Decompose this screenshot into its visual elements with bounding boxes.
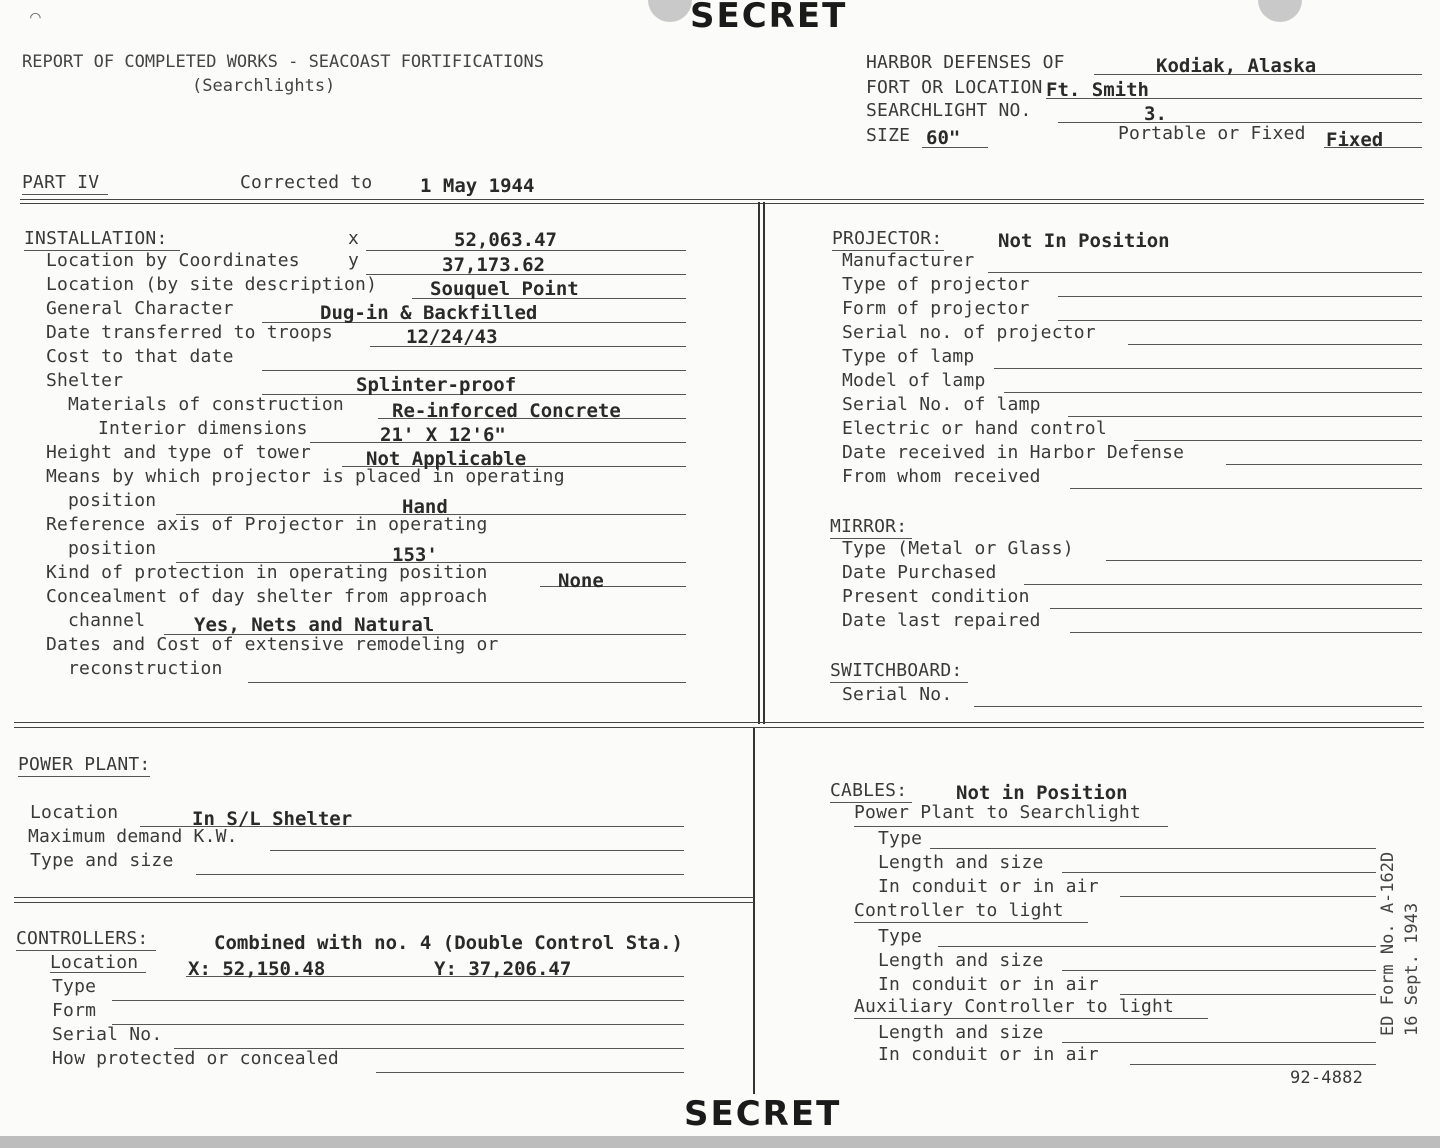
projector-field-form: Form of projector bbox=[842, 298, 1030, 319]
power-type-label: Type and size bbox=[30, 850, 174, 871]
controllers-form-label: Form bbox=[52, 1000, 97, 1021]
cables-power-heading: Power Plant to Searchlight bbox=[854, 802, 1141, 823]
power-plant-heading: POWER PLANT: bbox=[18, 754, 151, 775]
power-location-label: Location bbox=[30, 802, 119, 823]
mirror-heading: MIRROR: bbox=[830, 516, 908, 537]
controllers-location-x: X: 52,150.48 bbox=[188, 958, 326, 980]
report-title: REPORT OF COMPLETED WORKS - SEACOAST FORTIFICATIONS bbox=[22, 52, 544, 72]
corrected-value: 1 May 1944 bbox=[420, 175, 535, 197]
tower-value: Not Applicable bbox=[366, 448, 527, 470]
mirror-field-repaired: Date last repaired bbox=[842, 610, 1041, 631]
concealment-value: Yes, Nets and Natural bbox=[194, 614, 435, 636]
secret-stamp-bottom: SECRET bbox=[684, 1094, 842, 1134]
punch-hole-right bbox=[1258, 0, 1302, 22]
interior-value: 21' X 12'6" bbox=[380, 424, 506, 446]
controllers-note: Combined with no. 4 (Double Control Sta.) bbox=[214, 932, 683, 954]
cables-controller-type: Type bbox=[878, 926, 923, 947]
interior-label: Interior dimensions bbox=[98, 418, 308, 439]
projector-field-lamp-model: Model of lamp bbox=[842, 370, 986, 391]
controllers-serial-label: Serial No. bbox=[52, 1024, 163, 1045]
searchlight-label: SEARCHLIGHT NO. bbox=[866, 100, 1032, 121]
form-number: ED Form No. A-162D bbox=[1378, 851, 1398, 1036]
projector-field-date-received: Date received in Harbor Defense bbox=[842, 442, 1185, 463]
shelter-label: Shelter bbox=[46, 370, 124, 391]
searchlight-value: 3. bbox=[1144, 103, 1167, 125]
y-value: 37,173.62 bbox=[442, 254, 545, 276]
cables-controller-conduit: In conduit or in air bbox=[878, 974, 1099, 995]
switchboard-heading: SWITCHBOARD: bbox=[830, 660, 963, 681]
part-label: PART IV bbox=[22, 172, 100, 193]
installation-heading: INSTALLATION: bbox=[24, 228, 168, 249]
cables-aux-conduit: In conduit or in air bbox=[878, 1044, 1099, 1065]
cables-power-type: Type bbox=[878, 828, 923, 849]
power-demand-label: Maximum demand K.W. bbox=[28, 826, 238, 847]
transferred-value: 12/24/43 bbox=[406, 326, 498, 348]
remodel-label-2: reconstruction bbox=[68, 658, 223, 679]
controllers-type-label: Type bbox=[52, 976, 97, 997]
fort-label: FORT OR LOCATION bbox=[866, 77, 1043, 98]
x-value: 52,063.47 bbox=[454, 229, 557, 251]
cables-power-conduit: In conduit or in air bbox=[878, 876, 1099, 897]
means-label-2: position bbox=[68, 490, 157, 511]
projector-field-serial: Serial no. of projector bbox=[842, 322, 1096, 343]
projector-heading: PROJECTOR: bbox=[832, 228, 943, 249]
cost-label: Cost to that date bbox=[46, 346, 234, 367]
cables-power-length: Length and size bbox=[878, 852, 1044, 873]
y-label: y bbox=[348, 250, 360, 271]
concealment-label: Concealment of day shelter from approach bbox=[46, 586, 488, 607]
projector-field-lamp-type: Type of lamp bbox=[842, 346, 975, 367]
cables-controller-heading: Controller to light bbox=[854, 900, 1064, 921]
harbor-value: Kodiak, Alaska bbox=[1156, 55, 1317, 77]
concealment-label-2: channel bbox=[68, 610, 146, 631]
punch-hole-left bbox=[648, 0, 692, 22]
coords-label: Location by Coordinates bbox=[46, 250, 300, 271]
projector-field-manufacturer: Manufacturer bbox=[842, 250, 975, 271]
projector-field-type: Type of projector bbox=[842, 274, 1030, 295]
means-value: Hand bbox=[402, 496, 448, 518]
document-number: 92-4882 bbox=[1290, 1068, 1364, 1088]
controllers-location-label: Location bbox=[50, 952, 139, 973]
cables-controller-length: Length and size bbox=[878, 950, 1044, 971]
power-location-value: In S/L Shelter bbox=[192, 808, 353, 830]
projector-field-lamp-serial: Serial No. of lamp bbox=[842, 394, 1041, 415]
protection-value: None bbox=[558, 570, 604, 592]
cables-aux-heading: Auxiliary Controller to light bbox=[854, 996, 1175, 1017]
means-label: Means by which projector is placed in operating bbox=[46, 466, 565, 487]
materials-value: Re-inforced Concrete bbox=[392, 400, 621, 422]
controllers-heading: CONTROLLERS: bbox=[16, 928, 149, 949]
cables-status: Not in Position bbox=[956, 782, 1128, 804]
secret-stamp-top: SECRET bbox=[690, 0, 848, 36]
form-date: 16 Sept. 1943 bbox=[1402, 902, 1422, 1036]
materials-label: Materials of construction bbox=[68, 394, 344, 415]
cables-heading: CABLES: bbox=[830, 780, 908, 801]
controllers-protected-label: How protected or concealed bbox=[52, 1048, 339, 1069]
portable-value: Fixed bbox=[1326, 129, 1384, 151]
protection-label: Kind of protection in operating position bbox=[46, 562, 488, 583]
report-subtitle: (Searchlights) bbox=[192, 76, 336, 96]
switchboard-serial-label: Serial No. bbox=[842, 684, 953, 705]
ref-label: Reference axis of Projector in operating bbox=[46, 514, 488, 535]
mirror-field-purchased: Date Purchased bbox=[842, 562, 997, 583]
shelter-value: Splinter-proof bbox=[356, 374, 517, 396]
corrected-label: Corrected to bbox=[240, 172, 373, 193]
character-value: Dug-in & Backfilled bbox=[320, 302, 538, 324]
ref-label-2: position bbox=[68, 538, 157, 559]
remodel-label: Dates and Cost of extensive remodeling or bbox=[46, 634, 499, 655]
size-value: 60" bbox=[926, 127, 961, 149]
corner-mark: ⌒ bbox=[30, 6, 41, 27]
character-label: General Character bbox=[46, 298, 234, 319]
portable-label: Portable or Fixed bbox=[1118, 123, 1306, 144]
mirror-field-type: Type (Metal or Glass) bbox=[842, 538, 1074, 559]
site-label: Location (by site description) bbox=[46, 274, 378, 295]
controllers-location-y: Y: 37,206.47 bbox=[434, 958, 572, 980]
size-label: SIZE bbox=[866, 125, 911, 146]
projector-status: Not In Position bbox=[998, 230, 1170, 252]
cables-aux-length: Length and size bbox=[878, 1022, 1044, 1043]
mirror-field-condition: Present condition bbox=[842, 586, 1030, 607]
transferred-label: Date transferred to troops bbox=[46, 322, 333, 343]
projector-field-control: Electric or hand control bbox=[842, 418, 1107, 439]
fort-value: Ft. Smith bbox=[1046, 79, 1149, 101]
ref-value: 153' bbox=[392, 544, 438, 566]
projector-field-from-whom: From whom received bbox=[842, 466, 1041, 487]
site-value: Souquel Point bbox=[430, 278, 579, 300]
x-label: x bbox=[348, 228, 360, 249]
tower-label: Height and type of tower bbox=[46, 442, 311, 463]
harbor-label: HARBOR DEFENSES OF bbox=[866, 52, 1065, 73]
